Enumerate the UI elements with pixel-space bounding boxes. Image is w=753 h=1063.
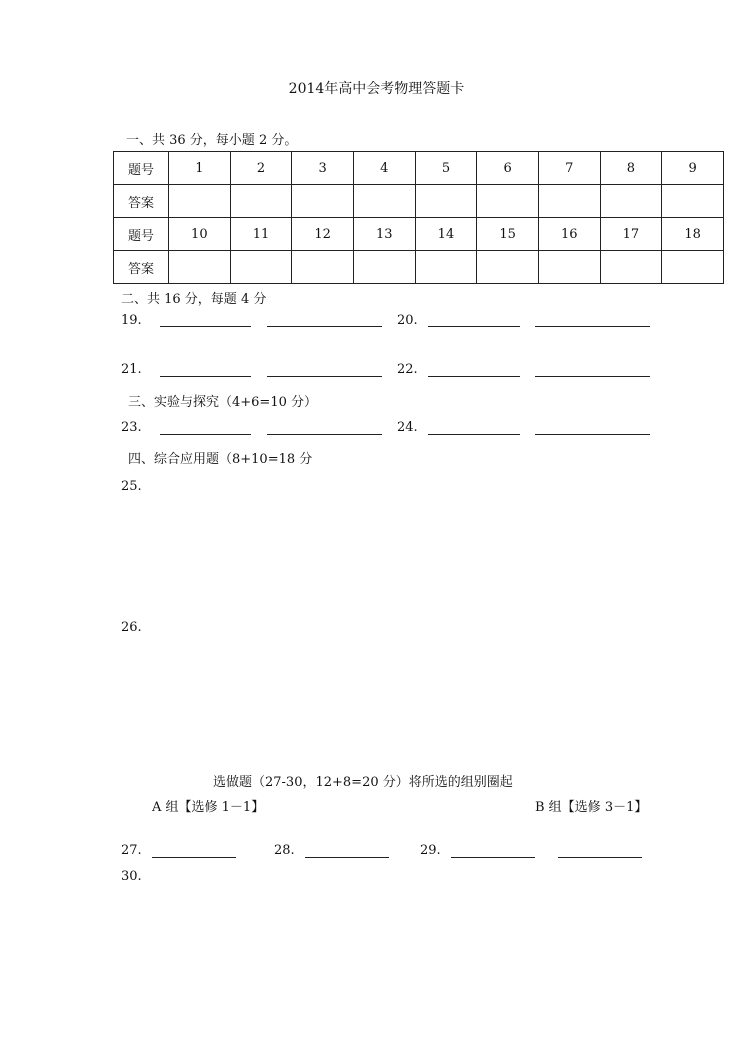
answer-line-19b[interactable] <box>267 326 382 327</box>
question-label-26: 26. <box>121 620 142 635</box>
question-label-28: 28. <box>274 843 295 858</box>
answer-cell[interactable] <box>292 251 354 284</box>
question-number: 2 <box>230 152 292 185</box>
question-number: 6 <box>477 152 539 185</box>
answer-cell[interactable] <box>662 185 724 218</box>
table-row <box>114 218 724 251</box>
answer-line-21b[interactable] <box>267 376 382 377</box>
question-label-25: 25. <box>121 479 142 494</box>
elective-heading: 选做题（27-30，12+8=20 分）将所选的组别圈起 <box>213 775 513 790</box>
row-label-answer: 答案 <box>114 251 169 284</box>
question-label-27: 27. <box>121 843 142 858</box>
question-label-22: 22. <box>397 362 418 377</box>
question-number: 16 <box>538 218 600 251</box>
table-row <box>114 185 724 218</box>
answer-line-19a[interactable] <box>160 326 251 327</box>
question-number: 8 <box>600 152 662 185</box>
table-row <box>114 152 724 185</box>
question-number: 1 <box>169 152 231 185</box>
question-number: 14 <box>415 218 477 251</box>
question-label-29: 29. <box>420 843 441 858</box>
answer-line-20a[interactable] <box>428 326 520 327</box>
row-label-answer: 答案 <box>114 185 169 218</box>
section3-heading: 三、实验与探究（4+6=10 分） <box>128 395 318 410</box>
answer-line-27[interactable] <box>152 857 236 858</box>
question-number: 17 <box>600 218 662 251</box>
answer-cell[interactable] <box>292 185 354 218</box>
row-label-question: 题号 <box>114 218 169 251</box>
answer-cell[interactable] <box>662 251 724 284</box>
question-label-20: 20. <box>397 313 418 328</box>
question-number: 3 <box>292 152 354 185</box>
question-number: 18 <box>662 218 724 251</box>
answer-cell[interactable] <box>600 251 662 284</box>
question-label-21: 21. <box>121 362 142 377</box>
question-number: 5 <box>415 152 477 185</box>
answer-grid <box>113 151 724 284</box>
answer-cell[interactable] <box>415 251 477 284</box>
question-number: 4 <box>353 152 415 185</box>
section2-heading: 二、共 16 分，每题 4 分 <box>121 292 267 307</box>
answer-cell[interactable] <box>230 251 292 284</box>
question-label-30: 30. <box>121 869 142 884</box>
answer-line-24b[interactable] <box>535 434 650 435</box>
answer-line-21a[interactable] <box>160 376 251 377</box>
question-label-24: 24. <box>397 420 418 435</box>
answer-cell[interactable] <box>353 251 415 284</box>
answer-cell[interactable] <box>230 185 292 218</box>
answer-line-29a[interactable] <box>451 857 535 858</box>
answer-line-22a[interactable] <box>428 376 520 377</box>
answer-cell[interactable] <box>477 251 539 284</box>
answer-line-23a[interactable] <box>160 434 251 435</box>
answer-line-28[interactable] <box>305 857 389 858</box>
answer-line-24a[interactable] <box>428 434 520 435</box>
answer-cell[interactable] <box>477 185 539 218</box>
answer-cell[interactable] <box>415 185 477 218</box>
section4-heading: 四、综合应用题（8+10=18 分 <box>128 452 313 467</box>
question-number: 12 <box>292 218 354 251</box>
question-number: 10 <box>169 218 231 251</box>
answer-line-29b[interactable] <box>558 857 642 858</box>
question-label-23: 23. <box>121 420 142 435</box>
answer-cell[interactable] <box>538 251 600 284</box>
question-number: 9 <box>662 152 724 185</box>
question-number: 15 <box>477 218 539 251</box>
question-number: 11 <box>230 218 292 251</box>
answer-line-22b[interactable] <box>535 376 650 377</box>
answer-cell[interactable] <box>169 251 231 284</box>
section1-heading: 一、共 36 分，每小题 2 分。 <box>126 133 298 148</box>
group-a-label[interactable]: A 组【选修 1－1】 <box>152 800 265 815</box>
answer-line-23b[interactable] <box>267 434 382 435</box>
answer-cell[interactable] <box>538 185 600 218</box>
question-number: 13 <box>353 218 415 251</box>
page-title: 2014年高中会考物理答题卡 <box>288 81 465 97</box>
group-b-label[interactable]: B 组【选修 3－1】 <box>535 800 648 815</box>
row-label-question: 题号 <box>114 152 169 185</box>
question-label-19: 19. <box>121 313 142 328</box>
table-row <box>114 251 724 284</box>
answer-line-20b[interactable] <box>535 326 650 327</box>
answer-cell[interactable] <box>169 185 231 218</box>
answer-cell[interactable] <box>600 185 662 218</box>
question-number: 7 <box>538 152 600 185</box>
answer-cell[interactable] <box>353 185 415 218</box>
